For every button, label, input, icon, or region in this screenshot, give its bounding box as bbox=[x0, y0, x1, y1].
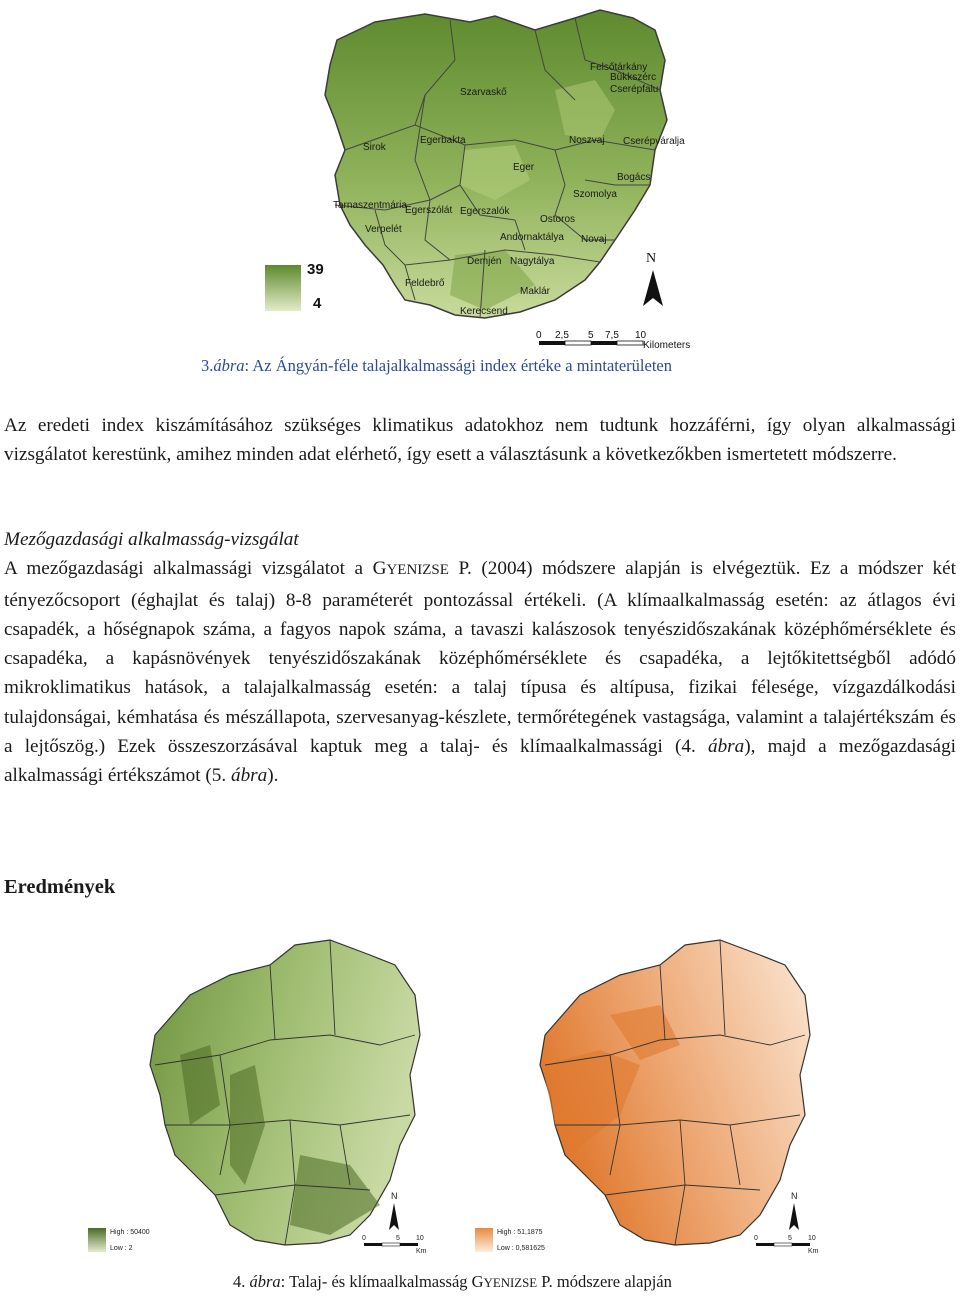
scale-bar bbox=[756, 1243, 810, 1246]
legend-low: Low : 0,581625 bbox=[497, 1245, 545, 1252]
legend-min: 4 bbox=[313, 295, 322, 312]
town-label: Demjén bbox=[467, 256, 502, 267]
north-arrow-icon bbox=[389, 1203, 399, 1230]
town-label: Felsőtárkány bbox=[590, 62, 648, 73]
town-label: Novaj bbox=[581, 234, 607, 245]
legend-gradient bbox=[265, 265, 301, 311]
section-method bbox=[4, 525, 956, 791]
legend-gradient bbox=[475, 1228, 493, 1252]
town-label: Egerbakta bbox=[420, 135, 466, 146]
scale-bar bbox=[539, 341, 643, 345]
north-arrow-icon bbox=[643, 270, 663, 306]
paragraph-method: A mezőgazdasági alkalmassági vizsgálatot a GYENIZSE P. (2004) módszere alapján is elvégeztük. Ez a módszer két tényezőcsoport (éghajlat és talaj) 8-8 paraméterét pontozással értékeli. (A klímaalkalmasság esetén: az átlagos évi csapadék, a hőségnapok száma, a fagyos napok száma, a tavaszi kalászosok tenyészidőszakának középhőmérséklete és csapadéka, a kapásnövények tenyészidőszakának középhőmérséklete és csapadéka, a lejtőkitettségből adódó mikroklimatikus hatások, a talajalkalmasság esetén: a talaj típusa és altípusa, fizikai félesége, vízgazdálkodási tulajdonságai, kémhatása és mészállapota, szervesanyag-készlete, termőrétegének vastagsága, valamint a talajértékszám és a lejtőszög.) Ezek összeszorzásával kaptuk meg a talaj- és klímaalkalmassági (4. ábra), majd a mezőgazdasági alkalmassági értékszámot (5. ábra). bbox=[4, 558, 957, 787]
town-label: Bükkszérc bbox=[610, 72, 657, 83]
town-label: Sirok bbox=[363, 142, 386, 153]
scale-tick: 0 bbox=[754, 1235, 758, 1242]
town-label: Egerszalók bbox=[460, 206, 510, 217]
scale-tick: 0 bbox=[536, 330, 542, 341]
town-label: Verpelét bbox=[365, 224, 402, 235]
town-label: Ostoros bbox=[540, 214, 576, 225]
town-label: Egerszólát bbox=[405, 205, 453, 216]
town-label: Noszvaj bbox=[569, 135, 605, 146]
figure-3-caption: 3.ábra: Az Ángyán-féle talajalkalmassági index értéke a mintaterületen bbox=[201, 356, 672, 375]
scale-tick: 2,5 bbox=[555, 330, 569, 341]
legend-high: High : 51,1875 bbox=[497, 1229, 543, 1236]
town-label: Bogács bbox=[617, 172, 651, 183]
legend-high: High : 50400 bbox=[110, 1229, 150, 1236]
legend-low: Low : 2 bbox=[110, 1245, 133, 1252]
results-heading: Eredmények bbox=[4, 876, 116, 898]
scale-tick: 10 bbox=[808, 1235, 816, 1242]
town-label: Szarvaskő bbox=[460, 87, 507, 98]
town-label: Kerecsend bbox=[460, 306, 508, 317]
town-label: Andornaktálya bbox=[500, 232, 564, 243]
scale-tick: 5 bbox=[588, 330, 594, 341]
figure-4-caption: 4. ábra: Talaj- és klímaalkalmasság GYENIZSE P. módszere alapján bbox=[233, 1272, 672, 1291]
north-label: N bbox=[646, 251, 657, 266]
scale-tick: 7,5 bbox=[605, 330, 619, 341]
paragraph-intro: Az eredeti index kiszámításához szükséges klimatikus adatokhoz nem tudtunk hozzáférni, így olyan alkalmassági vizsgálatot kerestünk, amihez minden adat elérhető, így esett a választásunk a következőkben ismertetett módszerre. bbox=[4, 415, 956, 466]
legend-max: 39 bbox=[307, 261, 324, 278]
town-label: Maklár bbox=[520, 286, 551, 297]
town-label: Cserépváralja bbox=[623, 136, 685, 147]
scale-tick: 5 bbox=[396, 1235, 400, 1242]
subheading: Mezőgazdasági alkalmasság-vizsgálat bbox=[4, 529, 299, 550]
north-label: N bbox=[391, 1191, 398, 1201]
figure-3-map bbox=[255, 0, 695, 350]
scale-tick: 5 bbox=[788, 1235, 792, 1242]
legend-gradient bbox=[88, 1228, 106, 1252]
town-label: Feldebrő bbox=[405, 278, 445, 289]
north-label: N bbox=[791, 1191, 798, 1201]
figure-4-maps bbox=[80, 925, 920, 1275]
north-arrow-icon bbox=[789, 1203, 799, 1230]
scale-unit: Km bbox=[808, 1248, 819, 1255]
scale-unit: Kilometers bbox=[643, 340, 691, 350]
town-label: Eger bbox=[513, 162, 535, 173]
scale-tick: 10 bbox=[635, 330, 647, 341]
scale-tick: 0 bbox=[362, 1235, 366, 1242]
town-label: Cserépfalu bbox=[610, 84, 659, 95]
scale-tick: 10 bbox=[416, 1235, 424, 1242]
scale-bar bbox=[364, 1243, 418, 1246]
town-label: Tarnaszentmária bbox=[333, 200, 407, 211]
scale-unit: Km bbox=[416, 1248, 427, 1255]
town-label: Nagytálya bbox=[510, 256, 555, 267]
town-label: Szomolya bbox=[573, 189, 617, 200]
